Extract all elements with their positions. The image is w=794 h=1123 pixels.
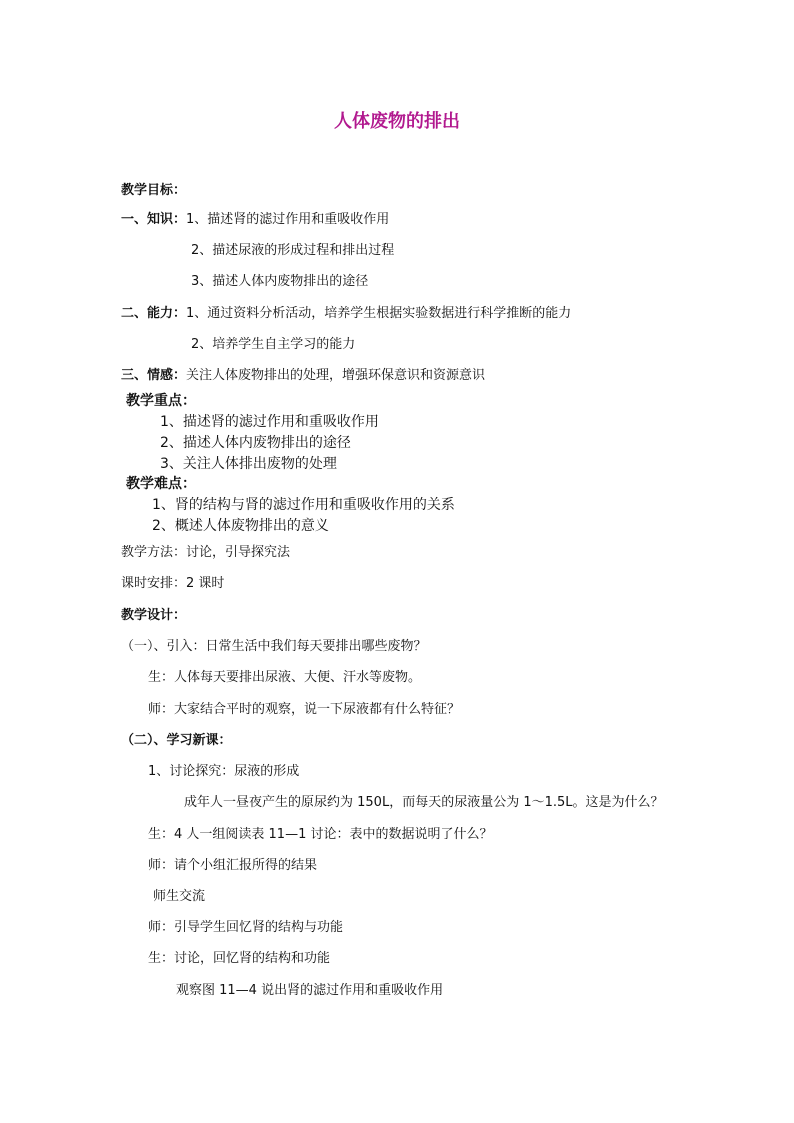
new-lesson-line: 师生交流 bbox=[153, 889, 206, 904]
class-schedule: 课时安排：2 课时 bbox=[121, 576, 225, 591]
knowledge-line-1 bbox=[121, 212, 389, 228]
objectives-heading: 教学目标： bbox=[121, 183, 187, 198]
key-points-heading: 教学重点： bbox=[126, 393, 196, 409]
emotion-label: 三、情感： bbox=[121, 368, 187, 383]
difficulty-item: 1、肾的结构与肾的滤过作用和重吸收作用的关系 bbox=[152, 497, 455, 513]
document-title: 人体废物的排出 bbox=[334, 111, 460, 132]
new-lesson-line: 师：请个小组汇报所得的结果 bbox=[148, 858, 318, 873]
new-lesson-line: 观察图 11—4 说出肾的滤过作用和重吸收作用 bbox=[176, 983, 444, 998]
difficulties-heading: 教学难点： bbox=[126, 476, 196, 492]
ability-item: 2、培养学生自主学习的能力 bbox=[191, 337, 356, 352]
key-point-item: 3、关注人体排出废物的处理 bbox=[160, 456, 337, 472]
intro-teacher: 师：大家结合平时的观察，说一下尿液都有什么特征？ bbox=[148, 702, 461, 717]
new-lesson-line: 师：引导学生回忆肾的结构与功能 bbox=[148, 920, 344, 935]
new-lesson-line: 成年人一昼夜产生的原尿约为 150L，而每天的尿液量公为 1～1.5L。这是为什么？ bbox=[184, 795, 664, 810]
knowledge-label: 一、知识： bbox=[121, 212, 187, 227]
new-lesson-heading: （二）、学习新课： bbox=[121, 733, 232, 748]
key-point-item: 2、描述人体内废物排出的途径 bbox=[160, 435, 351, 451]
new-lesson-line: 1、讨论探究：尿液的形成 bbox=[148, 764, 300, 779]
intro-line: （一）、引入：日常生活中我们每天要排出哪些废物？ bbox=[121, 639, 427, 654]
ability-label: 二、能力： bbox=[121, 306, 187, 321]
key-point-item: 1、描述肾的滤过作用和重吸收作用 bbox=[160, 414, 379, 430]
ability-line-1 bbox=[121, 306, 571, 322]
teaching-method: 教学方法：讨论，引导探究法 bbox=[121, 545, 291, 560]
intro-student: 生：人体每天要排出尿液、大便、汗水等废物。 bbox=[148, 670, 422, 685]
emotion-line bbox=[121, 368, 485, 384]
knowledge-item: 1、描述肾的滤过作用和重吸收作用 bbox=[186, 212, 390, 227]
new-lesson-line: 生：讨论，回忆肾的结构和功能 bbox=[148, 951, 331, 966]
new-lesson-line: 生：4 人一组阅读表 11—1 讨论：表中的数据说明了什么？ bbox=[148, 827, 493, 842]
knowledge-item: 2、描述尿液的形成过程和排出过程 bbox=[191, 243, 395, 258]
emotion-text: 关注人体废物排出的处理，增强环保意识和资源意识 bbox=[186, 368, 486, 383]
difficulty-item: 2、概述人体废物排出的意义 bbox=[152, 518, 329, 534]
knowledge-item: 3、描述人体内废物排出的途径 bbox=[191, 274, 369, 289]
design-heading: 教学设计： bbox=[121, 608, 187, 623]
ability-item: 1、通过资料分析活动，培养学生根据实验数据进行科学推断的能力 bbox=[186, 306, 572, 321]
